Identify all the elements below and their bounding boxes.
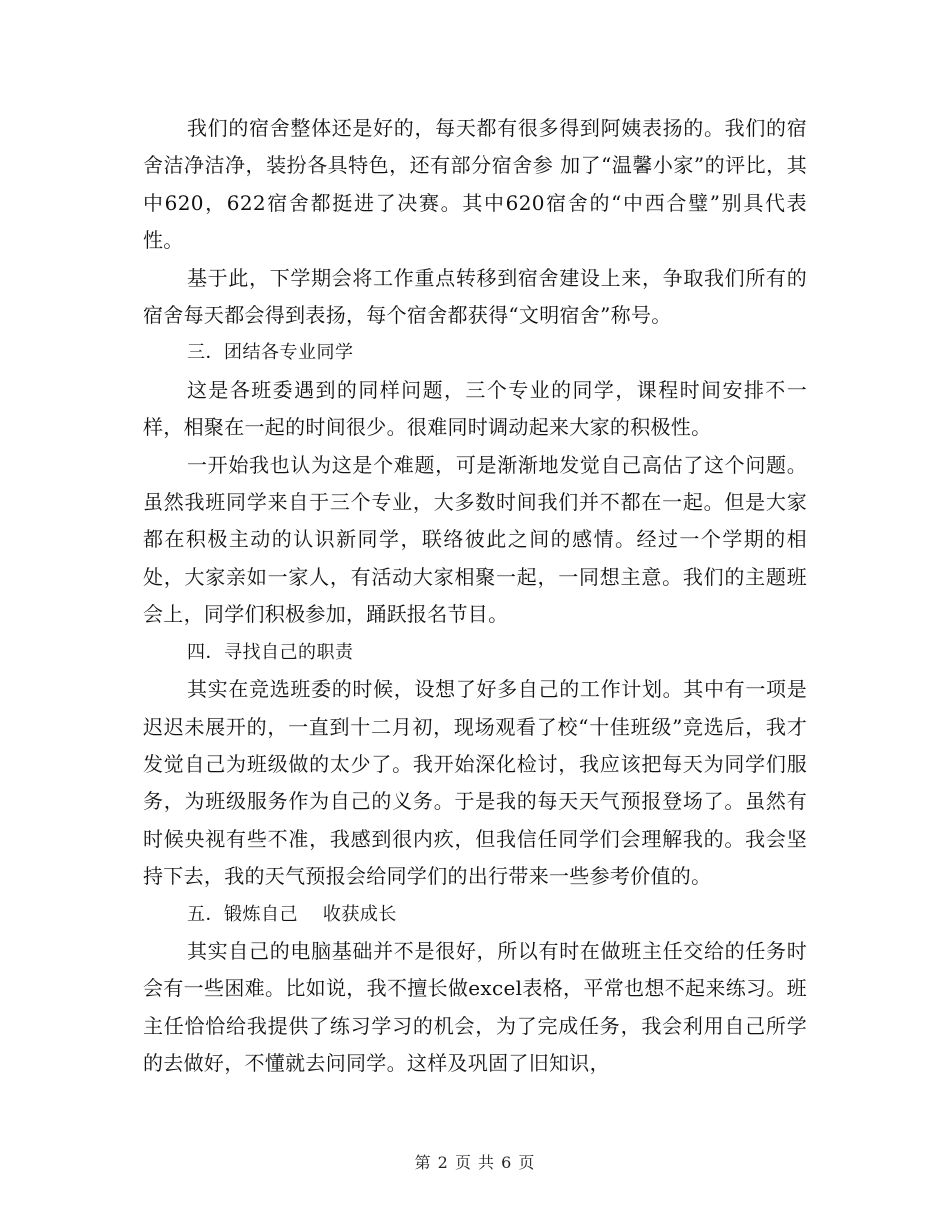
paragraph-common-problem: 这是各班委遇到的同样问题，三个专业的同学，课程时间安排不一样，相聚在一起的时间很少。很难同时调动起来大家的积极性。 <box>143 377 807 440</box>
paragraph-dormitory-overview: 我们的宿舍整体还是好的，每天都有很多得到阿姨表扬的。我们的宿舍洁净洁净，装扮各具特色，还有部分宿舍参 加了“温馨小家”的评比，其中620，622宿舍都挺进了决赛。其中620宿舍的“中西合璧”别具代表性。 <box>143 116 807 253</box>
section-heading-find-responsibility: 四．寻找自己的职责 <box>187 641 354 663</box>
document-body <box>143 110 807 1083</box>
paragraph-computer-skills: 其实自己的电脑基础并不是很好，所以有时在做班主任交给的任务时会有一些困难。比如说，我不擅长做excel表格，平常也想不起来练习。班主任恰恰给我提供了练习学习的机会，为了完成任务，我会利用自己所学的去做好，不懂就去问同学。这样及巩固了旧知识， <box>143 938 807 1076</box>
paragraph-weather-forecast: 其实在竞选班委的时候，设想了好多自己的工作计划。其中有一项是迟迟未展开的，一直到十二月初，现场观看了校“十佳班级”竞选后，我才发觉自己为班级做的太少了。我开始深化检讨，我应该把每天为同学们服务，为班级服务作为自己的义务。于是我的每天天气预报登场了。虽然有时候央视有些不准，我感到很内疚，但我信任同学们会理解我的。我会坚持下去，我的天气预报会给同学们的出行带来一些参考价值的。 <box>143 677 807 889</box>
section-heading-unite-classmates: 三．团结各专业同学 <box>187 342 354 364</box>
section-heading-self-improvement: 五．锻炼自己 收获成长 <box>187 903 397 925</box>
paragraph-next-term-plan: 基于此，下学期会将工作重点转移到宿舍建设上来，争取我们所有的宿舍每天都会得到表扬，每个宿舍都获得“文明宿舍”称号。 <box>143 265 807 328</box>
page-number-footer: 第 2 页 共 6 页 <box>414 1153 536 1172</box>
paragraph-overcoming-difficulty: 一开始我也认为这是个难题，可是渐渐地发觉自己高估了这个问题。虽然我班同学来自于三个专业，大多数时间我们并不都在一起。但是大家都在积极主动的认识新同学，联络彼此之间的感情。经过一个学期的相处，大家亲如一家人，有活动大家相聚一起，一同想主意。我们的主题班会上，同学们积极参加，踊跃报名节目。 <box>143 452 807 627</box>
